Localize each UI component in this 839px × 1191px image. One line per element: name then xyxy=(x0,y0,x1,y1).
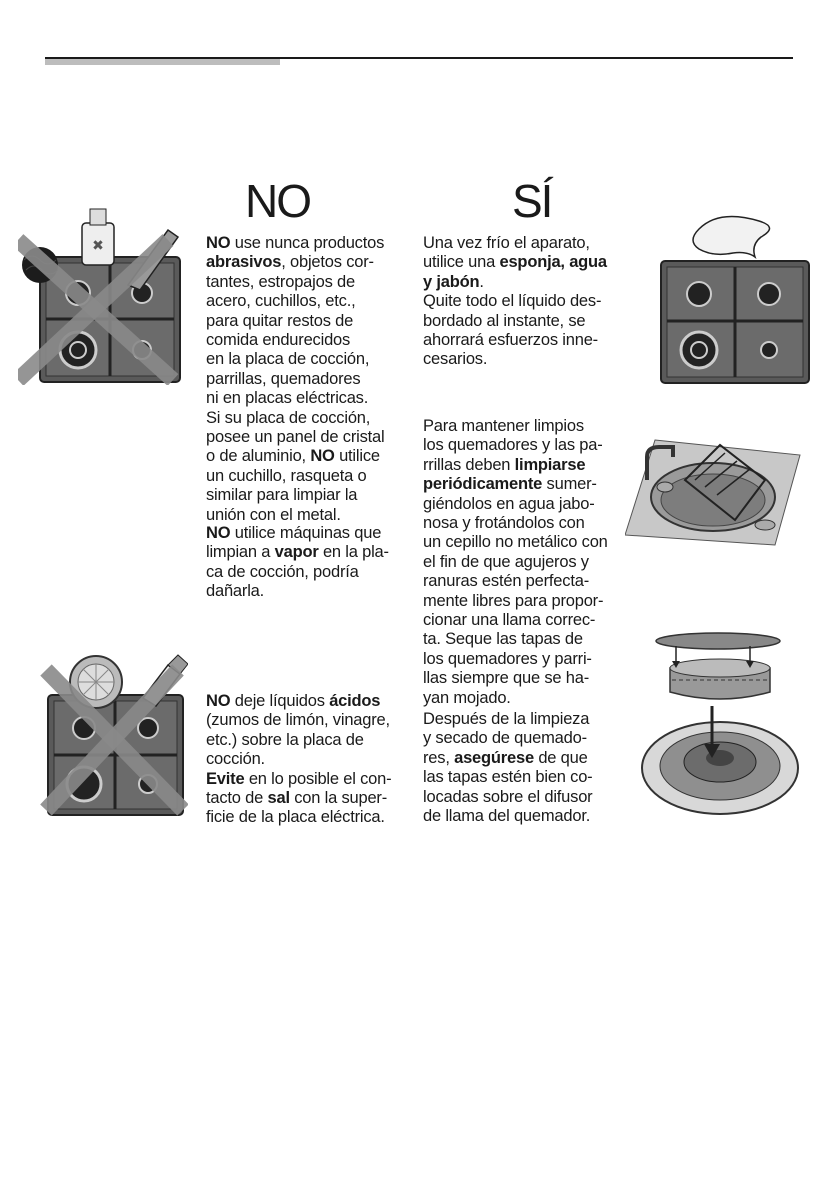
heading-no: NO xyxy=(245,175,310,227)
emphasis-text: Evite xyxy=(206,769,245,788)
sink-soaking-icon xyxy=(625,425,805,550)
heading-si: SÍ xyxy=(512,175,552,227)
body-text: en lo posible el con- tacto de xyxy=(206,769,392,808)
hob-abrasive-crossed-icon xyxy=(18,205,188,385)
header-accent-bar xyxy=(45,59,280,65)
emphasis-text: vapor xyxy=(274,543,319,562)
body-text: , objetos cor- tantes, estropajos de acero, cuchillos, etc., para quitar restos de comida endurecidos en la placa de cocción, parrillas, quemadores ni en placas eléctricas. Si su placa de cocción, posee un panel de cristal o de aluminio, xyxy=(206,253,385,466)
body-text: use nunca productos xyxy=(234,234,385,252)
svg-text:✖: ✖ xyxy=(92,237,104,253)
si-text-periodic xyxy=(423,417,608,708)
no-text-abrasives xyxy=(206,234,384,525)
emphasis-text: NO xyxy=(206,524,231,542)
emphasis-text: ácidos xyxy=(329,692,381,710)
emphasis-text: esponja, agua y jabón xyxy=(423,253,607,291)
sponge-hob-icon xyxy=(655,205,815,385)
no-text-acids xyxy=(206,692,391,828)
hob-acid-crossed-icon xyxy=(18,650,188,820)
burner-cap-assembly-icon xyxy=(640,628,820,818)
body-text: Una vez frío el aparato, utilice una xyxy=(423,234,590,272)
body-text: Para mantener limpios los quemadores y las pa- rrillas deben xyxy=(423,417,603,474)
emphasis-text: abrasivos xyxy=(206,253,282,272)
body-text: (zumos de limón, vinagre, etc.) sobre la placa de cocción. xyxy=(206,711,390,769)
no-text-steam xyxy=(206,524,389,602)
body-text: Después de la limpieza y secado de quemado- res, xyxy=(423,710,590,767)
body-text: deje líquidos xyxy=(230,692,330,710)
emphasis-text: asegúrese xyxy=(454,748,534,767)
body-text: utilice máquinas que limpian a xyxy=(206,524,382,562)
si-text-sponge xyxy=(423,234,607,370)
emphasis-text: NO xyxy=(310,447,335,466)
body-text: de que las tapas estén bien co- locadas sobre el difusor de llama del quemador. xyxy=(423,748,593,826)
body-text: en la pla- ca de cocción, podría dañarla. xyxy=(206,543,389,601)
si-text-caps xyxy=(423,710,592,826)
emphasis-text: NO xyxy=(206,692,231,710)
body-text: sumer- giéndolos en agua jabo- nosa y frotándolos con un cepillo no metálico con el fin de que agujeros y ranuras estén perfecta- mente libres para propor- cionar una llama correc- ta. Seque las tapas de los quemadores y parri- llas siempre que se ha- yan mojado. xyxy=(423,475,608,707)
body-text: con la super- ficie de la placa eléctrica. xyxy=(206,789,388,827)
body-text: . Quite todo el líquido des- bordado al instante, se ahorrará esfuerzos inne- cesarios. xyxy=(423,272,602,369)
emphasis-text: sal xyxy=(267,789,290,808)
body-text: utilice un cuchillo, rasqueta o similar para limpiar la unión con el metal. xyxy=(206,447,380,524)
emphasis-text: limpiarse periódicamente xyxy=(423,455,586,494)
emphasis-text: NO xyxy=(206,234,231,252)
